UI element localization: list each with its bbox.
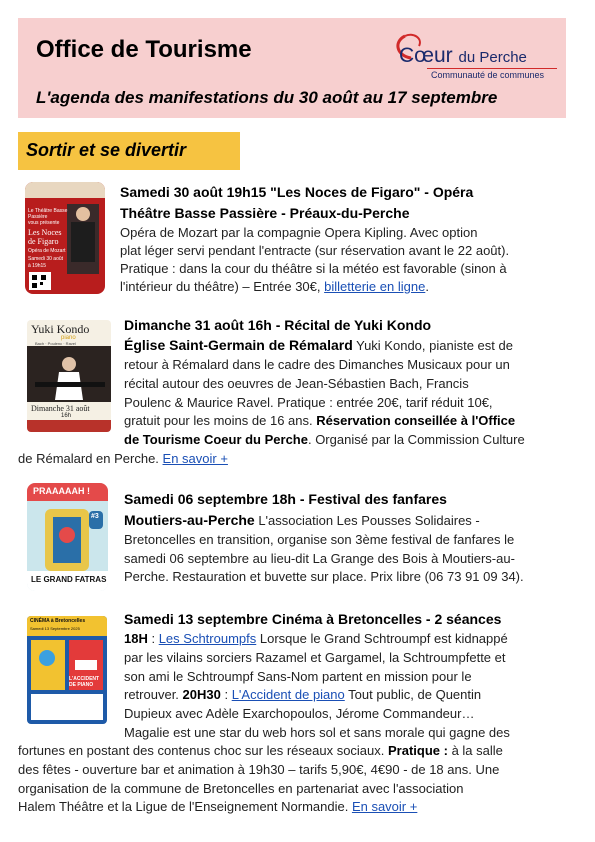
figaro-poster-line7: à 19h15	[28, 263, 47, 269]
yuki-poster-name: Yuki Kondo	[31, 322, 90, 336]
event-poster-fanfares[interactable]	[27, 483, 108, 591]
event2-line3: récital autour des oeuvres de Jean-Sébastien Bach, Francis	[124, 376, 469, 391]
fanfares-poster-subtitle: LE GRAND FATRAS	[31, 575, 107, 584]
event2-reservation: Réservation conseillée à l'Office	[316, 413, 516, 428]
figaro-poster-line6: Samedi 30 août	[28, 256, 64, 262]
event2-line6-text: . Organisé par la Commission Culture	[307, 432, 525, 447]
figaro-poster-line2: vous présente	[28, 220, 60, 226]
event4-line10	[18, 798, 417, 817]
event4-line3: son ami le Schtroumpf Sans-Nom partent en mission pour le	[124, 669, 472, 684]
event2-title-line1: Dimanche 31 août 16h - Récital de Yuki Kondo	[124, 317, 432, 333]
event2-office-name: de Tourisme Coeur du Perche	[124, 432, 308, 447]
cinema-poster-image	[27, 616, 107, 724]
logo-main-text: Cœur	[399, 44, 453, 67]
event2-line7	[18, 450, 228, 469]
event3-venue: Moutiers-au-Perche	[124, 512, 255, 528]
event4-line10-text: Halem Théâtre et la Ligue de l'Enseignement Normandie.	[18, 799, 352, 814]
logo-subtitle: Communauté de communes	[431, 70, 545, 80]
event1-title-line1: Samedi 30 août 19h15 "Les Noces de Figaro" - Opéra	[120, 184, 474, 200]
fanfares-poster-number: #3	[91, 513, 99, 520]
fanfares-poster-title: PRAAAAAH !	[33, 486, 90, 496]
event2-title-line2	[124, 336, 513, 356]
event3-line4: Perche. Restauration et buvette sur place. Prix libre (06 73 91 09 34).	[124, 569, 524, 584]
event4-session2-time: 20H30	[182, 687, 221, 702]
coeur-du-perche-logo	[383, 30, 558, 86]
cinema-poster-film: L'ACCIDENT DE PIANO	[69, 676, 100, 688]
event4-line7-text: fortunes en postant des contenus choc sur les réseaux sociaux.	[18, 743, 388, 758]
event1-line1: Opéra de Mozart par la compagnie Opera Kipling. Avec option	[120, 225, 478, 240]
event3-line1: L'association Les Pousses Solidaires -	[254, 513, 480, 528]
event4-line6: Magalie est une star du web hors sol et sans morale qui gagne des	[124, 725, 510, 740]
event-poster-cinema[interactable]	[27, 616, 107, 724]
event4-line7-end: à la salle	[447, 743, 503, 758]
event4-line4	[124, 686, 481, 705]
figaro-poster-line4: de Figaro	[28, 237, 59, 246]
section-heading	[18, 132, 240, 170]
event2-line7-text: de Rémalard en Perche.	[18, 451, 163, 466]
event1-line4-end: .	[425, 279, 429, 294]
event1-line4-text: l'intérieur du théâtre) – Entrée 30€,	[120, 279, 321, 294]
event4-accident-piano-link[interactable]: L'Accident de piano	[231, 687, 345, 702]
event-poster-figaro[interactable]	[25, 182, 105, 294]
page-subtitle: L'agenda des manifestations du 30 août au 17 septembre	[36, 88, 498, 107]
cinema-poster-date: Samedi 13 Septembre 2025	[30, 626, 80, 631]
event4-line4-sep: :	[220, 687, 232, 702]
logo-divider	[427, 68, 557, 69]
event2-line6	[124, 431, 525, 450]
event1-line3: Pratique : dans la cour du théâtre si la météo est favorable (sinon à	[120, 261, 507, 276]
event4-line9: organisation de la commune de Bretoncelles en partenariat avec l'association	[18, 781, 464, 796]
event-poster-yuki-kondo[interactable]	[27, 320, 111, 432]
event2-line5-text: gratuit pour les moins de 16 ans.	[124, 413, 317, 428]
yuki-poster-piano: piano	[61, 335, 76, 341]
event3-title-line1: Samedi 06 septembre 18h - Festival des fanfares	[124, 491, 447, 507]
yuki-poster-composers: Bach · Poulenc · Ravel	[35, 341, 76, 346]
event4-line2: par les vilains sorciers Razamel et Gargamel, la Schtroumpfette et	[124, 650, 506, 665]
event4-line7	[18, 742, 503, 761]
figaro-poster-line3: Les Noces	[28, 228, 62, 237]
event3-line3: samedi 06 septembre au lieu-dit La Grange des Bois à Moutiers-au-	[124, 551, 515, 566]
event4-title: Samedi 13 septembre Cinéma à Bretoncelles - 2 séances	[124, 611, 502, 627]
figaro-poster-line1: Le Théâtre Basse Passière	[28, 208, 68, 220]
event3-title-line2	[124, 511, 480, 531]
event1-ticket-link[interactable]: billetterie en ligne	[324, 279, 426, 294]
section-heading-label: Sortir et se divertir	[26, 140, 187, 160]
event3-line2: Bretoncelles en transition, organise son 3ème festival de fanfares le	[124, 532, 515, 547]
event1-line2: plat léger servi pendant l'entracte (sur réservation avant le 22 août).	[120, 243, 510, 258]
figaro-poster-line5: Opéra de Mozart	[28, 248, 66, 254]
event4-more-link[interactable]: En savoir +	[351, 799, 418, 814]
event2-line5	[124, 412, 515, 431]
event2-venue: Église Saint-Germain de Rémalard	[124, 337, 353, 353]
event2-line4: Poulenc & Maurice Ravel. Pratique : entrée 20€, tarif réduit 10€,	[124, 395, 493, 410]
event2-line2: retour à Rémalard dans le cadre des Dimanches Musicaux pour un	[124, 357, 510, 372]
page-title: Office de Tourisme	[36, 36, 252, 63]
event4-line1-text: Lorsque le Grand Schtroumpf est kidnappé	[256, 631, 508, 646]
event4-line8: des fêtes - ouverture bar et animation à 19h30 – tarifs 5,90€, 4€90 - de 18 ans. Une	[18, 762, 500, 777]
event4-line5: Dupieux avec Adèle Exarchopoulos, Jérome Commandeur…	[124, 706, 475, 721]
event4-line1-sep: :	[147, 631, 159, 646]
logo-du-text: du Perche	[458, 49, 527, 66]
header-banner	[18, 18, 566, 118]
event1-line4	[120, 278, 429, 297]
cinema-poster-title: CINÉMA à Bretoncelles	[30, 618, 86, 624]
event4-line4-end: Tout public, de Quentin	[344, 687, 482, 702]
event4-line1	[124, 630, 508, 649]
yuki-poster-time: 16h	[61, 413, 72, 419]
event2-line1: Yuki Kondo, pianiste est de	[352, 338, 513, 353]
event4-line4-text: retrouver.	[124, 687, 183, 702]
event2-more-link[interactable]: En savoir +	[162, 451, 228, 466]
yuki-poster-date: Dimanche 31 août	[31, 404, 90, 413]
event4-pratique: Pratique :	[388, 743, 448, 758]
event4-session1-time: 18H	[124, 631, 148, 646]
event4-schtroumpfs-link[interactable]: Les Schtroumpfs	[158, 631, 257, 646]
event1-title-line2: Théâtre Basse Passière - Préaux-du-Perche	[120, 205, 410, 221]
